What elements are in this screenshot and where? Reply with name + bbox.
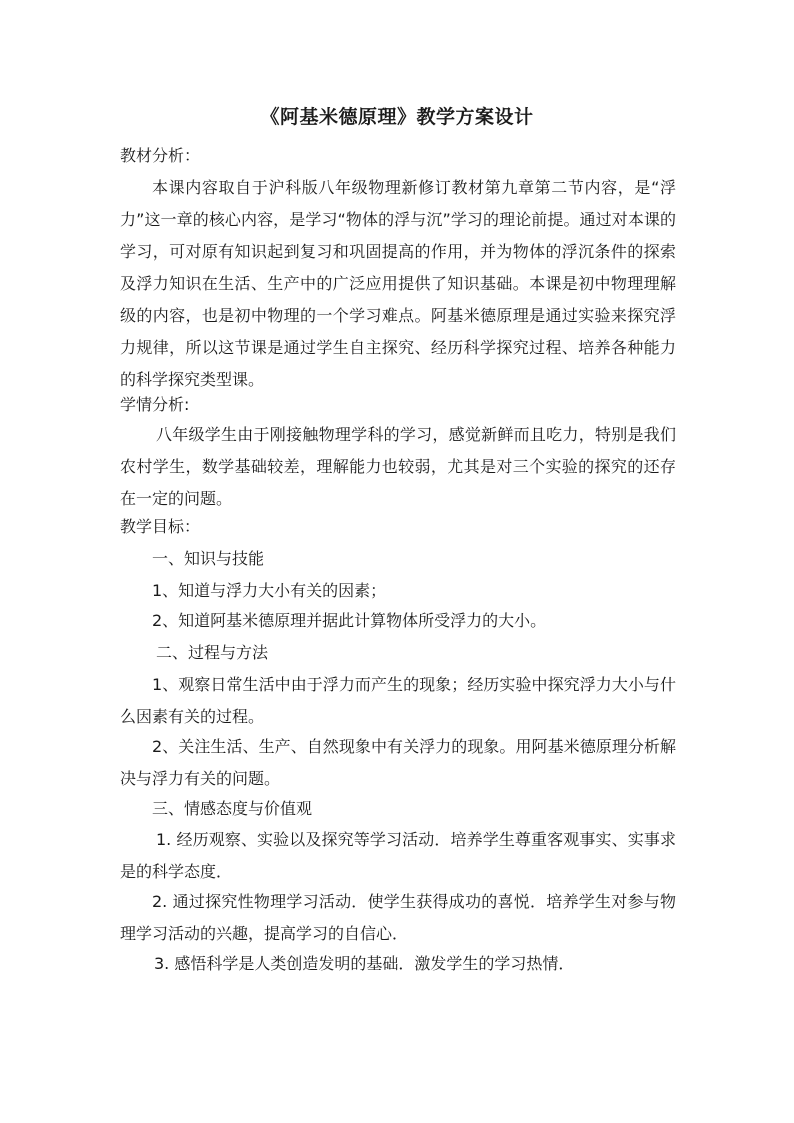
knowledge-item-2: 2、知道阿基米德原理并据此计算物体所受浮力的大小。 bbox=[152, 611, 547, 630]
textbook-analysis-body: 本课内容取自于沪科版八年级物理新修订教材第九章第二节内容，是“浮力”这一章的核心内容，是学习“物体的浮与沉”学习的理论前提。通过对本课的学习，可对原有知识起到复习和巩固提高的作用，并为物体的浮沉条件的探索及浮力知识在生活、生产中的广泛应用提供了知识基础。本课是初中物理理解级的内容，也是初中物理的一个学习难点。阿基米德原理是通过实验来探究浮力规律，所以这节课是通过学生自主探究、经历科学探究过程、培养各种能力的科学探究类型课。 bbox=[120, 178, 676, 389]
subheading-knowledge-skills: 一、知识与技能 bbox=[152, 549, 265, 568]
subheading-attitude-values: 三、情感态度与价值观 bbox=[152, 799, 313, 818]
subheading-process-methods: 二、过程与方法 bbox=[156, 643, 269, 662]
heading-student-analysis: 学情分析: bbox=[120, 395, 190, 414]
student-analysis-body: 八年级学生由于刚接触物理学科的学习，感觉新鲜而且吃力，特别是我们农村学生，数学基础较差，理解能力也较弱，尤其是对三个实验的探究的还存在一定的问题。 bbox=[120, 425, 676, 508]
attitude-item-3: 3. 感悟科学是人类创造发明的基础．激发学生的学习热情． bbox=[154, 954, 575, 973]
attitude-item-1: 1. 经历观察、实验以及探究等学习活动．培养学生尊重客观事实、实事求是的科学态度． bbox=[120, 830, 676, 881]
heading-teaching-goals: 教学目标： bbox=[120, 517, 201, 536]
heading-textbook-analysis: 教材分析： bbox=[120, 146, 201, 165]
process-item-1: 1、观察日常生活中由于浮力而产生的现象；经历实验中探究浮力大小与什么因素有关的过程。 bbox=[120, 675, 676, 726]
process-item-2: 2、关注生活、生产、自然现象中有关浮力的现象。用阿基米德原理分析解决与浮力有关的问题。 bbox=[120, 737, 676, 788]
attitude-item-2: 2. 通过探究性物理学习活动．使学生获得成功的喜悦．培养学生对参与物理学习活动的兴趣，提高学习的自信心． bbox=[120, 892, 676, 943]
knowledge-item-1: 1、知道与浮力大小有关的因素； bbox=[152, 581, 387, 600]
document-title: 《阿基米德原理》教学方案设计 bbox=[260, 106, 534, 128]
